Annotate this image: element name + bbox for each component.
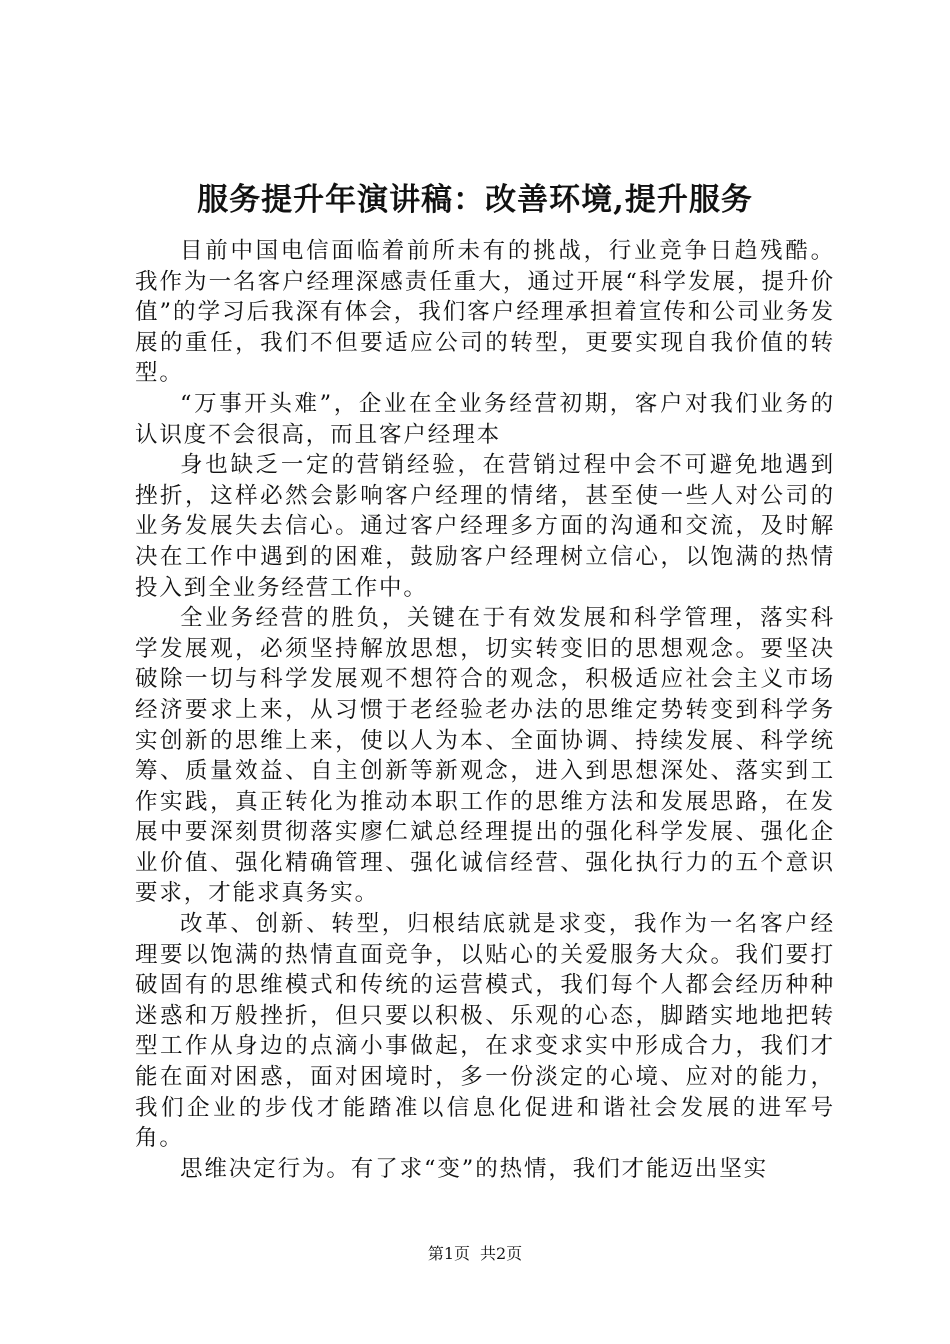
page-number: 第1页 (427, 1244, 470, 1263)
page-total: 共2页 (480, 1244, 523, 1263)
paragraph-1: 目前中国电信面临着前所未有的挑战，行业竞争日趋残酷。我作为一名客户经理深感责任重大，通过开展“科学发展，提升价值”的学习后我深有体会，我们客户经理承担着宣传和公司业务发展的重任，我们不但要适应公司的转型，更要实现自我价值的转型。 (135, 238, 835, 387)
paragraph-4: 全业务经营的胜负，关键在于有效发展和科学管理，落实科学发展观，必须坚持解放思想，切实转变旧的思想观念。要坚决破除一切与科学发展观不想符合的观念，积极适应社会主义市场经济要求上来，从习惯于老经验老办法的思维定势转变到科学务实创新的思维上来，使以人为本、全面协调、持续发展、科学统筹、质量效益、自主创新等新观念，进入到思想深处、落实到工作实践，真正转化为推动本职工作的思维方法和发展思路，在发展中要深刻贯彻落实廖仁斌总经理提出的强化科学发展、强化企业价值、强化精确管理、强化诚信经营、强化执行力的五个意识要求，才能求真务实。 (135, 605, 835, 907)
page-footer (0, 1243, 950, 1265)
paragraph-3: 身也缺乏一定的营销经验，在营销过程中会不可避免地遇到挫折，这样必然会影响客户经理的情绪，甚至使一些人对公司的业务发展失去信心。通过客户经理多方面的沟通和交流，及时解决在工作中遇到的困难，鼓励客户经理树立信心，以饱满的热情投入到全业务经营工作中。 (135, 452, 835, 601)
paragraph-6: 思维决定行为。有了求“变”的热情，我们才能迈出坚实 (180, 1155, 769, 1182)
paragraph-5: 改革、创新、转型，归根结底就是求变，我作为一名客户经理要以饱满的热情直面竞争，以贴心的关爱服务大众。我们要打破固有的思维模式和传统的运营模式，我们每个人都会经历种种迷惑和万般挫折，但只要以积极、乐观的心态，脚踏实地地把转型工作从身边的点滴小事做起，在求变求实中形成合力，我们才能在面对困惑，面对困境时，多一份淡定的心境、应对的能力，我们企业的步伐才能踏准以信息化促进和谐社会发展的进军号角。 (135, 911, 835, 1152)
paragraph-2: “万事开头难”，企业在全业务经营初期，客户对我们业务的认识度不会很高，而且客户经理本 (135, 390, 835, 448)
document-body (135, 236, 835, 1184)
document-title: 服务提升年演讲稿：改善环境,提升服务 (197, 182, 753, 218)
